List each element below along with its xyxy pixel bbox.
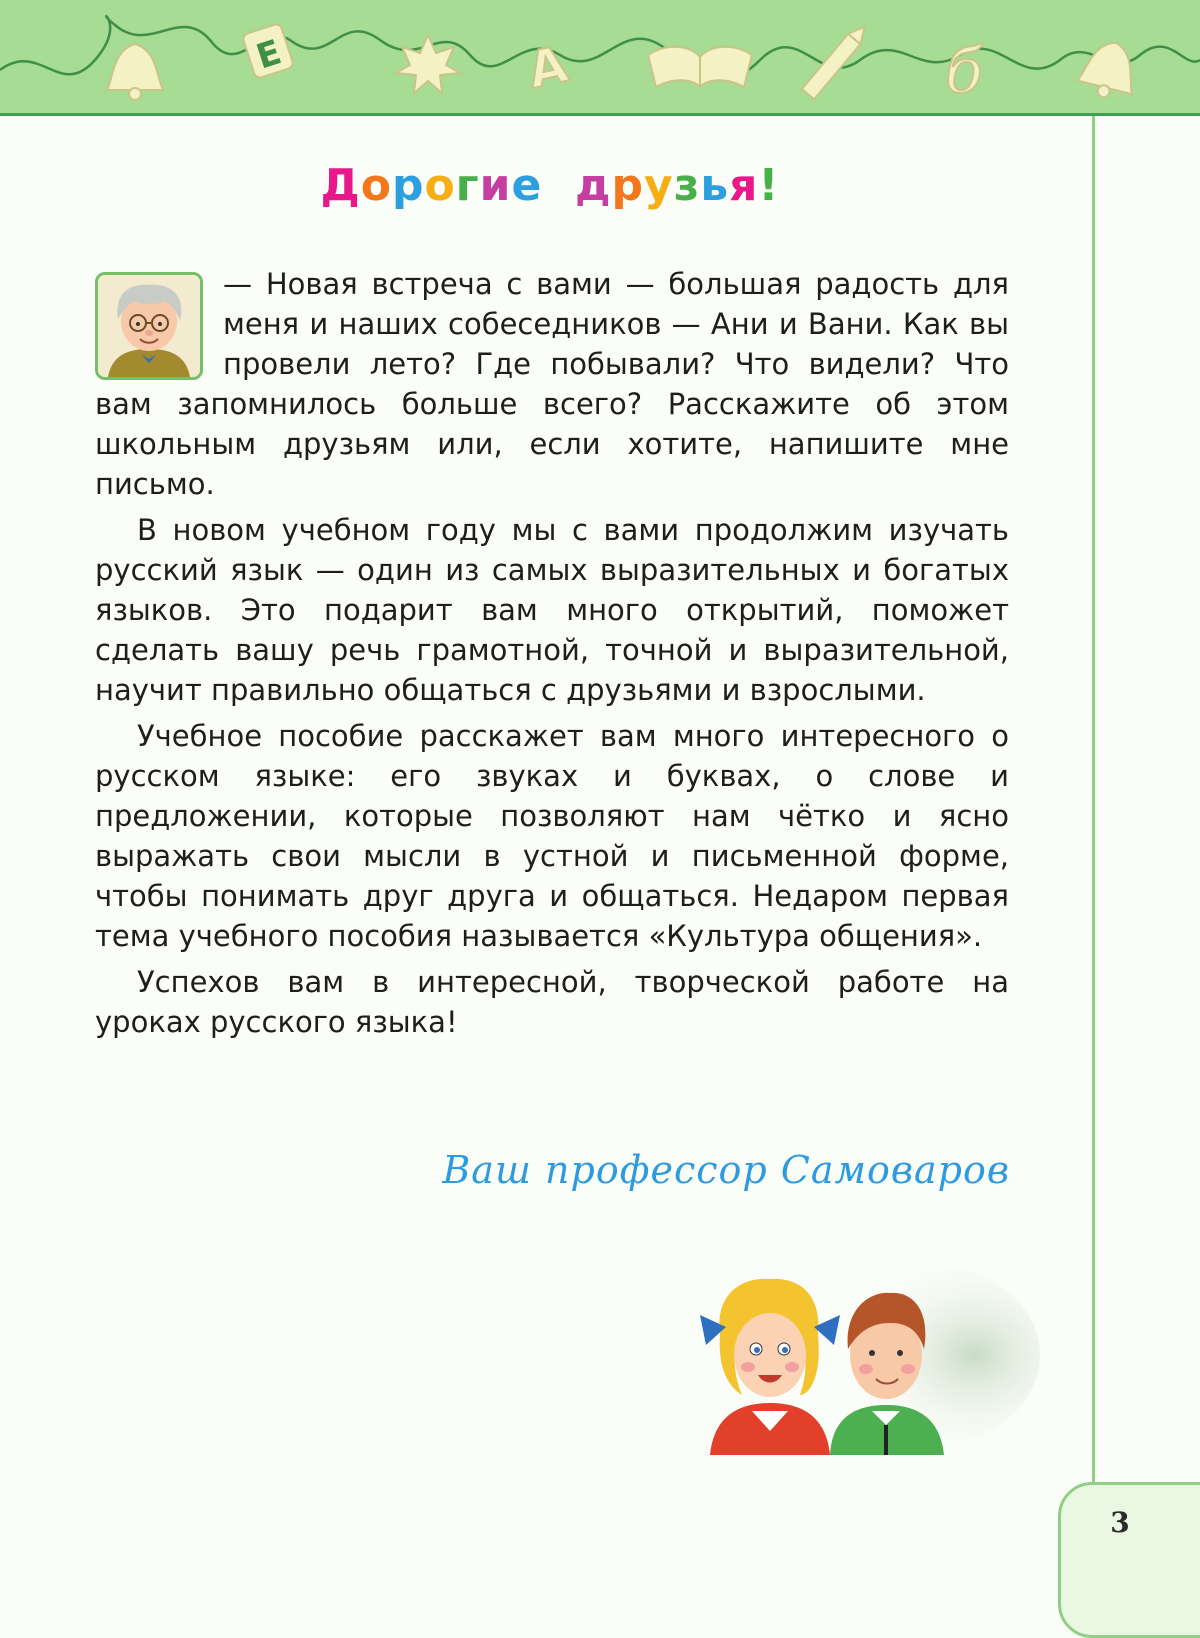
paragraph: — Новая встреча с вами — большая радость для меня и наших собеседников — Ани и Вани. Как вы провели лето? Где побывали? Что видели? Что вам запомнилось больше всего? Расскажите об этом школьным друзьям или, если хотите, напишите мне письмо. bbox=[95, 267, 1009, 501]
header-decoration bbox=[0, 0, 1200, 113]
letter-body bbox=[95, 264, 1009, 1048]
margin-line bbox=[1092, 116, 1095, 1486]
letter-b-icon bbox=[945, 34, 984, 107]
bell-icon bbox=[1075, 36, 1143, 104]
title-letter: е bbox=[511, 160, 543, 211]
maple-leaf-icon bbox=[396, 35, 460, 93]
svg-text:б: б bbox=[945, 34, 983, 107]
portrait-spacer bbox=[95, 264, 223, 379]
svg-text:Е: Е bbox=[251, 32, 287, 78]
letter-a-icon bbox=[523, 35, 573, 100]
title-letter: и bbox=[479, 160, 512, 211]
open-book-icon bbox=[648, 47, 752, 87]
title-letter: о bbox=[424, 160, 456, 211]
signature: Ваш профессор Самоваров bbox=[442, 1148, 1010, 1192]
children-illustration bbox=[660, 1265, 1040, 1459]
title-letter: ! bbox=[758, 160, 780, 211]
paragraph: В новом учебном году мы с вами продолжим изучать русский язык — один из самых выразительных и богатых языков. Это подарит вам много открытий, поможет сделать вашу речь грамотной, точной и выразительной, научит правильно общаться с друзьями и взрослыми. bbox=[95, 513, 1009, 707]
title-letter: г bbox=[455, 160, 480, 211]
svg-text:A: A bbox=[522, 35, 573, 100]
bell-icon bbox=[107, 44, 163, 100]
title-letter: р bbox=[611, 160, 645, 211]
title-letter: р bbox=[391, 160, 425, 211]
title-letter: з bbox=[673, 160, 701, 211]
title-letter: у bbox=[644, 160, 674, 211]
title-letter: д bbox=[575, 160, 612, 211]
title-letter: Д bbox=[320, 160, 361, 211]
paragraph: Учебное пособие расскажет вам много интересного о русском языке: его звуках и буквах, о слове и предложении, которые позволяют нам чётко и ясно выражать свои мысли в устной и письменной форме, чтобы понимать друг друга и общаться. Недаром первая тема учебного пособия называется «Культура общения». bbox=[95, 719, 1009, 953]
title-letter: я bbox=[729, 160, 759, 211]
ani-and-vani-icon bbox=[660, 1265, 1040, 1455]
page-title bbox=[0, 160, 1100, 211]
title-letter: о bbox=[360, 160, 392, 211]
paragraph: Успехов вам в интересной, творческой работе на уроках русского языка! bbox=[95, 965, 1009, 1039]
header-banner bbox=[0, 0, 1200, 116]
letter-e-icon bbox=[242, 23, 294, 79]
title-letter: ь bbox=[700, 160, 730, 211]
page-number: 3 bbox=[1110, 1506, 1130, 1539]
